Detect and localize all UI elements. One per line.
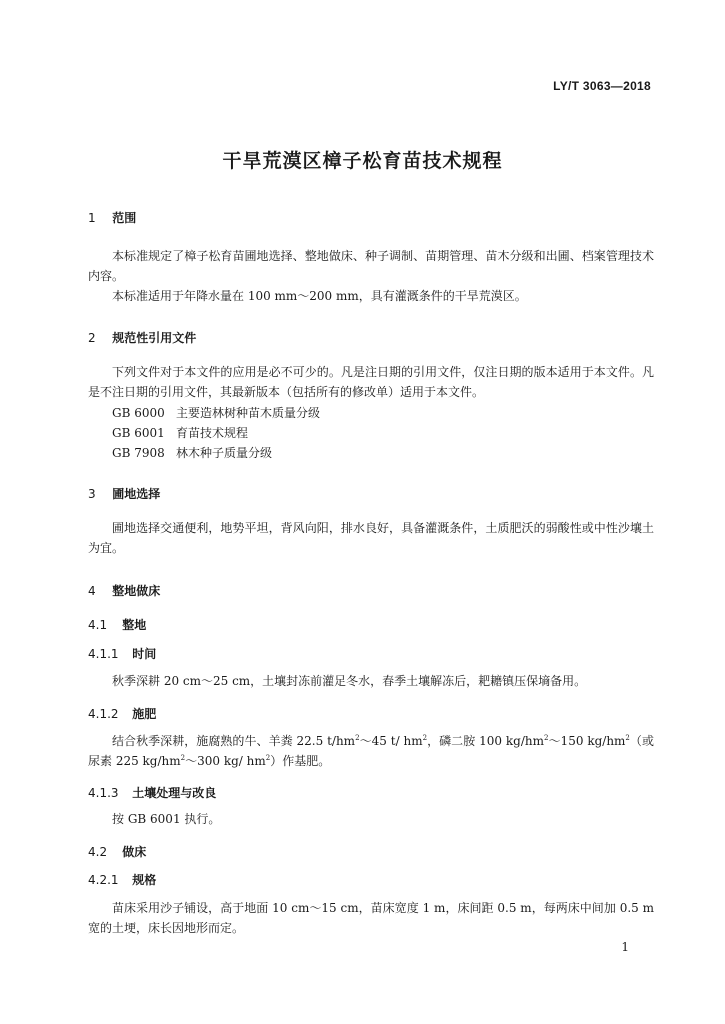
- section-4-1-3-heading: [88, 784, 216, 801]
- reference-code: GB 6001: [112, 426, 165, 440]
- section-number: 4.1.2: [88, 707, 119, 721]
- section-number: 4.1: [88, 618, 108, 632]
- section-2-heading: [88, 329, 196, 346]
- section-3-heading: [88, 485, 160, 502]
- section-title: 圃地选择: [112, 487, 161, 501]
- normative-reference: [112, 404, 320, 421]
- section-4-1-2-heading: [88, 705, 156, 722]
- reference-code: GB 7908: [112, 446, 165, 460]
- section-4-2-1-heading: [88, 871, 156, 888]
- paragraph: 秋季深耕 20 cm～25 cm，土壤封冻前灌足冬水，春季土壤解冻后，耙耱镇压保墒备用。: [112, 674, 587, 688]
- section-number: 2: [88, 331, 96, 345]
- section-number: 4.2: [88, 845, 108, 859]
- section-title: 整地做床: [112, 584, 161, 598]
- section-title: 时间: [132, 647, 157, 661]
- section-title: 施肥: [132, 707, 157, 721]
- paragraph: 本标准适用于年降水量在 100 mm～200 mm，具有灌溉条件的干旱荒漠区。: [112, 289, 527, 303]
- section-title: 土壤处理与改良: [132, 786, 217, 800]
- paragraph: 下列文件对于本文件的应用是必不可少的。凡是注日期的引用文件，仅注日期的版本适用于本文件。凡是不注日期的引用文件，其最新版本（包括所有的修改单）适用于本文件。: [88, 365, 654, 399]
- reference-title: 育苗技术规程: [176, 426, 249, 440]
- reference-code: GB 6000: [112, 406, 165, 420]
- section-title: 规范性引用文件: [112, 331, 197, 345]
- section-title: 范围: [112, 211, 137, 225]
- section-number: 4.1.1: [88, 647, 119, 661]
- standard-code: LY/T 3063—2018: [553, 79, 651, 93]
- normative-reference: [112, 444, 272, 461]
- section-title: 规格: [132, 873, 157, 887]
- paragraph: 结合秋季深耕，施腐熟的牛、羊粪 22.5 $t/hm^2\sim 45$ t/ $hm^2$，磷二胺 100 $kg/hm^2\sim 150$ $kg/hm^2$（或尿素 225 $kg/hm^2\sim 300$ kg/ $hm^2$）作基肥。: [88, 734, 654, 768]
- section-4-heading: [88, 582, 160, 599]
- section-number: 3: [88, 487, 96, 501]
- section-number: 1: [88, 211, 96, 225]
- paragraph: 苗床采用沙子铺设，高于地面 10 cm～15 cm，苗床宽度 1 m，床间距 0.5 m，每两床中间加 0.5 m 宽的土埂，床长因地形而定。: [88, 901, 654, 935]
- paragraph: 圃地选择交通便利，地势平坦，背风向阳，排水良好，具备灌溉条件，土质肥沃的弱酸性或中性沙壤土为宜。: [88, 521, 654, 555]
- section-1-heading: [88, 209, 136, 226]
- section-4-2-heading: [88, 843, 146, 860]
- section-4-1-heading: [88, 616, 146, 633]
- paragraph: 本标准规定了樟子松育苗圃地选择、整地做床、种子调制、苗期管理、苗木分级和出圃、档案管理技术内容。: [88, 249, 654, 283]
- reference-title: 主要造林树种苗木质量分级: [176, 406, 321, 420]
- document-title: 干旱荒漠区樟子松育苗技术规程: [222, 150, 503, 172]
- paragraph: 按 GB 6001 执行。: [112, 812, 221, 826]
- section-number: 4.2.1: [88, 873, 119, 887]
- section-4-1-1-heading: [88, 645, 156, 662]
- section-title: 做床: [122, 845, 147, 859]
- section-number: 4: [88, 584, 96, 598]
- reference-title: 林木种子质量分级: [176, 446, 273, 460]
- section-title: 整地: [122, 618, 147, 632]
- normative-reference: [112, 424, 248, 441]
- page-number: 1: [621, 940, 629, 954]
- section-number: 4.1.3: [88, 786, 119, 800]
